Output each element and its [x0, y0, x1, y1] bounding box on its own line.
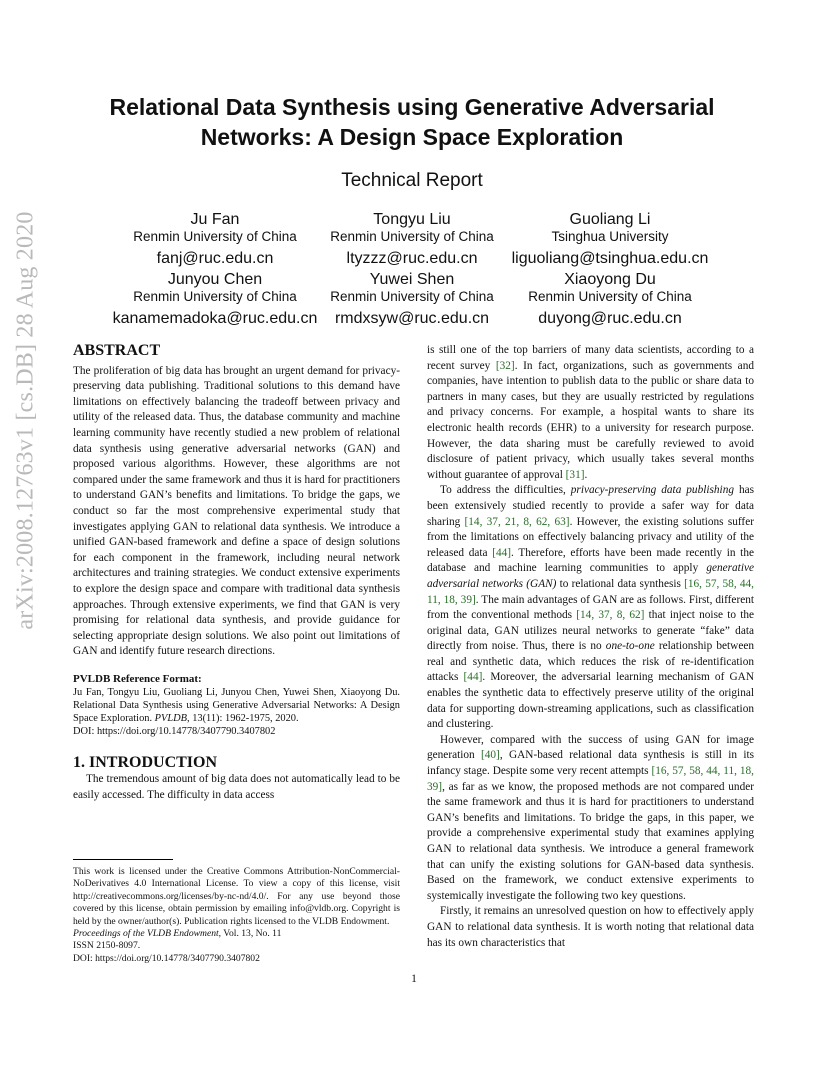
- author-email[interactable]: duyong@ruc.edu.cn: [538, 310, 682, 327]
- author-affiliation: Renmin University of China: [133, 289, 297, 304]
- author-affiliation: Renmin University of China: [528, 289, 692, 304]
- proceedings-name: Proceedings of the VLDB Endowment,: [73, 928, 222, 940]
- right-column: [427, 343, 754, 951]
- citation-link[interactable]: [16, 57, 58, 44, 11, 18, 39]: [427, 577, 754, 606]
- page-number: 1: [411, 973, 417, 985]
- paragraph: is still one of the top barriers of many data scientists, according to a recent survey [32]. In fact, organizations, such as governments and companies, have intention to publish data to the public or share data to partners in many cases, but they are usually restricted by regulations and privacy concerns. For example, a hospital wants to share its electronic health records (EHR) to a university for research purpose. However, the data sharing must be carefully reviewed to avoid disclosure of patient privacy, which usually takes several months without guarantee of approval [31].: [427, 344, 754, 481]
- author-affiliation: Renmin University of China: [330, 229, 494, 244]
- author-email[interactable]: liguoliang@tsinghua.edu.cn: [511, 250, 709, 267]
- reference-venue: PVLDB: [154, 713, 187, 725]
- reference-format-text: [73, 686, 400, 739]
- license-proceedings: [73, 928, 400, 940]
- arxiv-identifier-stamp: [8, 210, 44, 630]
- reference-citation: Ju Fan, Tongyu Liu, Guoliang Li, Junyou Chen, Yuwei Shen, Xiaoyong Du. Relational Data Synthesis using Generative Adversarial Networks: A Design Space Exploration.: [73, 686, 400, 725]
- citation-link[interactable]: [14, 37, 21, 8, 62, 63]: [464, 515, 570, 528]
- author-name: Ju Fan: [190, 211, 240, 228]
- reference-format-heading: PVLDB Reference Format:: [73, 672, 202, 685]
- footnote-rule: [73, 859, 173, 860]
- author-block: [297, 211, 527, 269]
- proceedings-volume: Vol. 13, No. 11: [221, 928, 282, 940]
- author-name: Guoliang Li: [569, 211, 651, 228]
- citation-link[interactable]: [31]: [565, 468, 585, 481]
- citation-link[interactable]: [32]: [495, 359, 515, 372]
- title-line-1: Relational Data Synthesis using Generative Adversarial: [109, 94, 715, 120]
- author-email[interactable]: ltyzzz@ruc.edu.cn: [346, 250, 478, 267]
- citation-link[interactable]: [44]: [463, 671, 483, 684]
- license-text: This work is licensed under the Creative Commons Attribution-NonCommercial-NoDerivatives 4.0 International License. To view a copy of this license, visit http://creativecommons.org/licenses/by-nc-nd/4.0/. For any use beyond those covered by this license, obtain permission by emailing info@vldb.org. Copyright is held by the owner/author(s). Publication rights licensed to the VLDB Endowment.: [73, 866, 400, 927]
- abstract-text: The proliferation of big data has brought an urgent demand for privacy-preserving data publishing. Traditional solutions to this demand have limitations on effectively balancing the tradeoff between privacy and utility of the released data. Thus, the database community and machine learning community have recently studied a new problem of relational data synthesis using generative adversarial networks (GAN) and proposed various algorithms. However, these algorithms are not compared under the same framework and thus it is hard for practitioners to understand GAN’s benefits and limitations. To bridge the gaps, we conduct so far the most comprehensive experimental study that investigates applying GAN to relational data synthesis. We introduce a unified GAN-based framework and define a space of design solutions for each component in the framework, including neural network architectures and training strategies. We conduct extensive experiments to explore the design space and compare with traditional data synthesis approaches. Through extensive experiments, we find that GAN is very promising for relational data synthesis, and provide guidance for selecting appropriate design solutions. We also point out limitations of GAN and identify future research directions.: [73, 364, 400, 658]
- author-email[interactable]: fanj@ruc.edu.cn: [156, 250, 274, 267]
- license-doi: DOI: https://doi.org/10.14778/3407790.3407802: [73, 952, 260, 964]
- reference-doi: DOI: https://doi.org/10.14778/3407790.3407802: [73, 726, 276, 738]
- author-name: Tongyu Liu: [373, 211, 451, 228]
- citation-link[interactable]: [40]: [481, 749, 500, 762]
- license-footnote: [73, 866, 400, 965]
- paper-title: [70, 92, 754, 152]
- introduction-text: The tremendous amount of big data does not automatically lead to be easily accessed. The difficulty in data access: [73, 773, 400, 801]
- reference-volume: , 13(11): 1962-1975, 2020.: [187, 713, 299, 725]
- author-name: Junyou Chen: [167, 271, 263, 288]
- author-name: Yuwei Shen: [369, 271, 455, 288]
- author-block: [100, 211, 330, 269]
- paper-subtitle: Technical Report: [341, 170, 483, 191]
- author-email[interactable]: rmdxsyw@ruc.edu.cn: [334, 310, 490, 327]
- author-block: [100, 271, 330, 329]
- arxiv-identifier-text: arXiv:2008.12763v1 [cs.DB] 28 Aug 2020: [12, 210, 39, 630]
- author-block: [297, 271, 527, 329]
- left-column: [73, 343, 400, 803]
- paragraph: To address the difficulties, privacy-preserving data publishing has been extensively studied recently to provide a safer way for data sharing [14, 37, 21, 8, 62, 63]. However, the existing solutions suffer from the limitations on effectively balancing privacy and utility of the released data [44]. Therefore, efforts have been made recently in the database and machine learning communities to apply generative adversarial networks (GAN) to relational data synthesis [16, 57, 58, 44, 11, 18, 39]. The main advantages of GAN are as follows. First, different from the conventional methods [14, 37, 8, 62] that inject noise to the original data, GAN utilizes neural networks to generate “fake” data directly from noise. Thus, there is no one-to-one relationship between real and synthetic data, which reduces the risk of re-identification attacks [44]. Moreover, the adversarial learning mechanism of GAN enables the synthetic data to effectively preserve utility of the original data for supporting down-streaming applications, such as classification and clustering.: [427, 484, 755, 731]
- citation-link[interactable]: [44]: [492, 546, 512, 559]
- license-issn: ISSN 2150-8097.: [73, 940, 141, 952]
- author-block: [495, 211, 725, 269]
- author-email[interactable]: kanamemadoka@ruc.edu.cn: [112, 310, 318, 327]
- author-affiliation: Renmin University of China: [330, 289, 494, 304]
- citation-link[interactable]: [14, 37, 8, 62]: [576, 609, 645, 622]
- abstract-heading: ABSTRACT: [73, 342, 161, 359]
- author-name: Xiaoyong Du: [564, 271, 656, 288]
- introduction-heading: 1. INTRODUCTION: [73, 753, 218, 771]
- author-affiliation: Tsinghua University: [551, 229, 669, 244]
- paragraph: Firstly, it remains an unresolved question on how to effectively apply GAN to relational data synthesis. It is worth noting that relational data has its own characteristics that: [427, 905, 754, 949]
- citation-link[interactable]: [16, 57, 58, 44, 11, 18, 39]: [427, 765, 754, 793]
- author-affiliation: Renmin University of China: [133, 229, 297, 244]
- author-block: [495, 271, 725, 329]
- paragraph: However, compared with the success of using GAN for image generation [40], GAN-based relational data synthesis is still in its infancy stage. Despite some very recent attempts [16, 57, 58, 44, 11, 18, 39], as far as we know, the proposed methods are not compared under the same framework and thus it is hard for practitioners to understand GAN’s benefits and limitations. To bridge the gaps, in this paper, we provide a comprehensive experimental study that examines applying GAN to relational data synthesis. We introduce a general framework that can unify the existing solutions for GAN-based data synthesis. Based on the framework, we conduct extensive experiments to systemically investigate the following two key questions.: [427, 733, 754, 902]
- title-line-2: Networks: A Design Space Exploration: [200, 124, 624, 150]
